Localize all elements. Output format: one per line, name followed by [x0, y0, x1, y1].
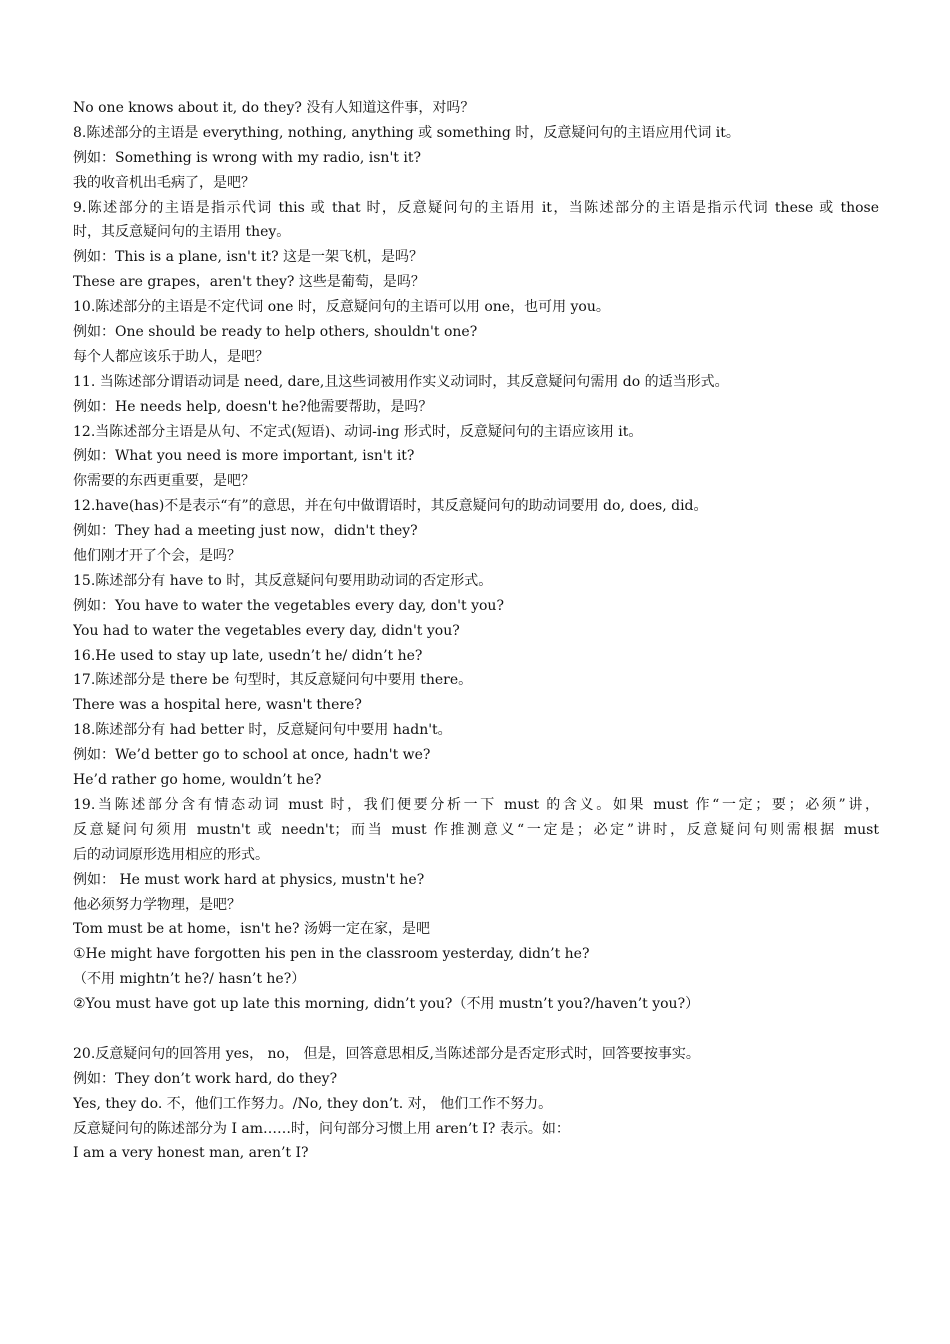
text-line: 12.have(has)不是表示“有”的意思，并在句中做谓语时，其反意疑问句的助动词要用 do, does, did。	[73, 498, 708, 515]
text-line: 9.陈述部分的主语是指示代词 this 或 that 时，反意疑问句的主语用 it，当陈述部分的主语是指示代词 these 或 those	[73, 199, 879, 216]
text-line: 18.陈述部分有 had better 时，反意疑问句中要用 hadn't。	[73, 722, 452, 739]
text-line: He’d rather go home, wouldn’t he?	[73, 772, 322, 789]
text-line: 19.当陈述部分含有情态动词 must 时，我们便要分析一下 must 的含义。如果 must 作“一定；要；必须”讲，	[73, 796, 879, 813]
text-line: No one knows about it, do they? 没有人知道这件事，对吗？	[73, 100, 475, 116]
text-line: 例如：What you need is more important, isn't it?	[73, 448, 415, 465]
text-line: 我的收音机出毛病了，是吧？	[73, 174, 255, 191]
text-line: 例如：You have to water the vegetables every day, don't you?	[73, 597, 504, 614]
text-line: 例如：He needs help, doesn't he?他需要帮助，是吗？	[73, 398, 433, 415]
blank-line	[73, 1017, 879, 1042]
text-line: 8.陈述部分的主语是 everything, nothing, anything 或 something 时，反意疑问句的主语应用代词 it。	[73, 124, 740, 141]
text-line: 12.当陈述部分主语是从句、不定式(短语)、动词-ing 形式时，反意疑问句的主语应该用 it。	[73, 423, 643, 440]
text-line: （不用 mightn’t he?/ hasn’t he?）	[73, 971, 306, 988]
text-line: 例如：This is a plane, isn't it? 这是一架飞机，是吗？	[73, 249, 424, 266]
text-line: 例如：One should be ready to help others, shouldn't one?	[73, 324, 478, 341]
text-line: 后的动词原形选用相应的形式。	[73, 846, 269, 863]
text-line: 20.反意疑问句的回答用 yes， no， 但是，回答意思相反,当陈述部分是否定形式时，回答要按事实。	[73, 1045, 700, 1062]
text-line: 11. 当陈述部分谓语动词是 need, dare,且这些词被用作实义动词时，其反意疑问句需用 do 的适当形式。	[73, 373, 729, 390]
text-line: I am a very honest man, aren’t I?	[73, 1145, 309, 1162]
text-line: There was a hospital here, wasn't there?	[73, 697, 362, 714]
text-line: 他必须努力学物理，是吧？	[73, 896, 241, 913]
text-line: 16.He used to stay up late, usedn’t he/ didn’t he?	[73, 647, 423, 664]
document-body	[73, 96, 879, 1166]
text-line: Tom must be at home，isn't he? 汤姆一定在家，是吧	[73, 921, 430, 938]
text-line: ①He might have forgotten his pen in the classroom yesterday, didn’t he?	[73, 946, 590, 963]
text-line: 时，其反意疑问句的主语用 they。	[73, 224, 291, 241]
text-line: 10.陈述部分的主语是不定代词 one 时，反意疑问句的主语可以用 one，也可用 you。	[73, 299, 610, 316]
text-line: You had to water the vegetables every day, didn't you?	[73, 622, 460, 639]
text-line: 例如：Something is wrong with my radio, isn't it?	[73, 149, 421, 166]
text-line: 例如：They had a meeting just now，didn't they?	[73, 523, 418, 540]
text-line: 他们刚才开了个会，是吗？	[73, 548, 241, 565]
text-line: 17.陈述部分是 there be 句型时，其反意疑问句中要用 there。	[73, 672, 473, 689]
text-line: ②You must have got up late this morning, didn’t you?（不用 mustn’t you?/haven’t you?）	[73, 996, 700, 1013]
text-line: 例如：They don’t work hard, do they?	[73, 1070, 338, 1087]
text-line: These are grapes，aren't they? 这些是葡萄，是吗？	[73, 274, 425, 291]
text-line: 你需要的东西更重要，是吧？	[73, 473, 255, 490]
text-line: Yes, they do. 不，他们工作努力。/No, they don’t. 对， 他们工作不努力。	[73, 1095, 553, 1112]
text-line: 例如：We’d better go to school at once, hadn't we?	[73, 747, 431, 764]
text-line: 例如： He must work hard at physics, mustn't he?	[73, 871, 425, 888]
text-line: 反意疑问句须用 mustn't 或 needn't；而当 must 作推测意义“一定是；必定”讲时，反意疑问句则需根据 must	[73, 821, 879, 838]
text-line: 反意疑问句的陈述部分为 I am……时，问句部分习惯上用 aren’t I? 表示。如：	[73, 1120, 570, 1137]
text-line: 每个人都应该乐于助人，是吧？	[73, 348, 269, 365]
text-line: 15.陈述部分有 have to 时，其反意疑问句要用助动词的否定形式。	[73, 572, 493, 589]
